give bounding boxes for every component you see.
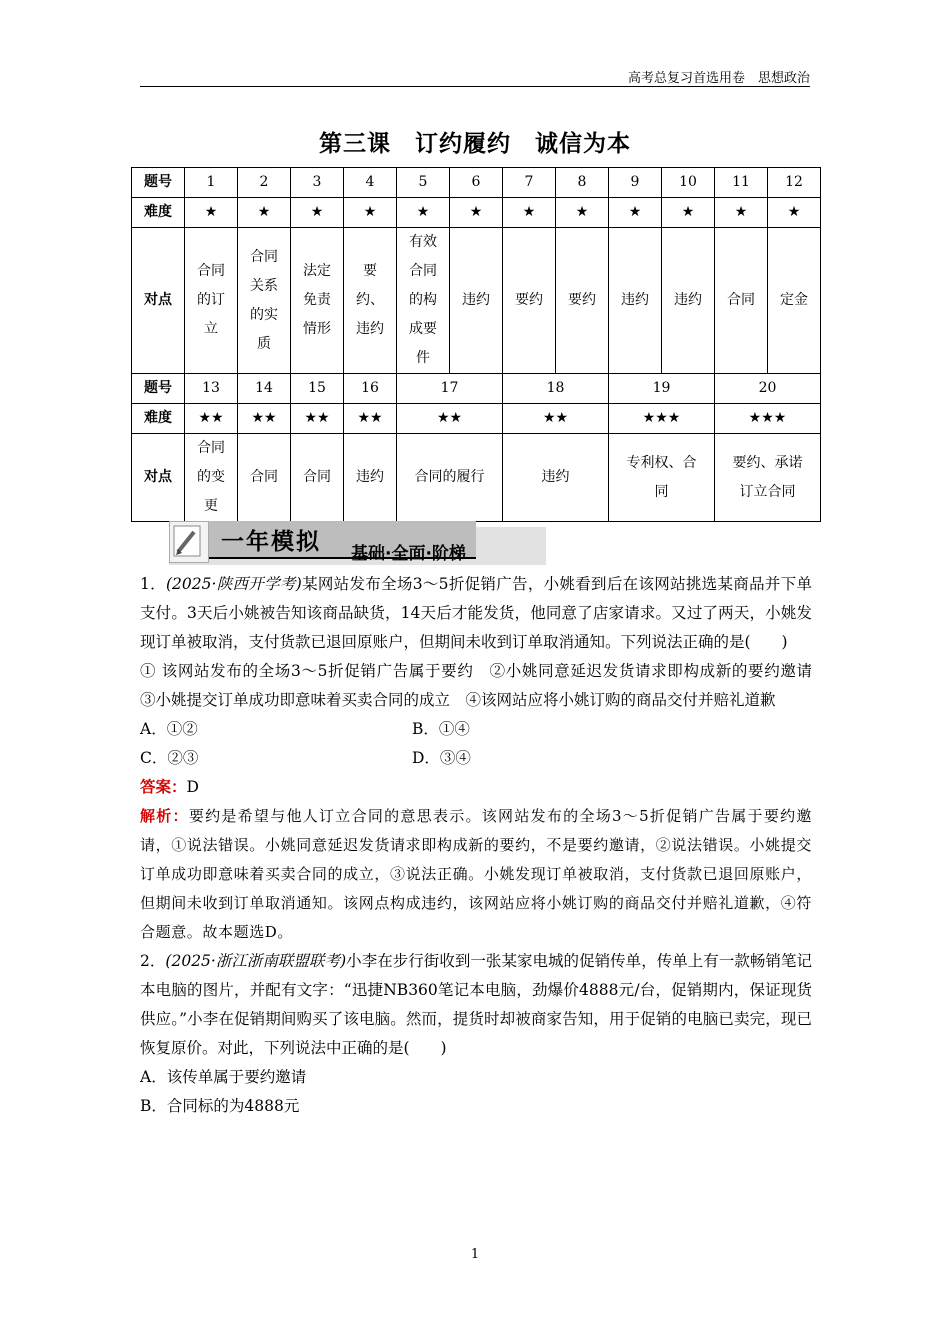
table-row-points-2 — [132, 434, 821, 522]
question-number: 10 — [662, 168, 715, 198]
difficulty-stars: ★ — [450, 198, 503, 228]
difficulty-stars: ★★ — [503, 404, 609, 434]
explanation — [140, 802, 812, 947]
row-label: 题号 — [132, 374, 185, 404]
question-number: 1 — [185, 168, 238, 198]
answer-line — [140, 773, 812, 802]
difficulty-stars: ★ — [291, 198, 344, 228]
pencil-icon — [169, 521, 209, 563]
question-text: 某网站发布全场3～5折促销广告，小姚看到后在该网站挑选某商品并下单支付。3天后小姚被告知该商品缺货，14天后才能发货，他同意了店家请求。又过了两天，小姚发现订单被取消，支付货款已退回原账户，但期间未收到订单取消通知。下列说法正确的是( ) — [140, 575, 812, 651]
table-row-points-1 — [132, 228, 821, 374]
option-c: C．②③ — [140, 749, 199, 767]
difficulty-stars: ★★ — [397, 404, 503, 434]
lesson-title: 第三课 订约履约 诚信为本 — [319, 131, 631, 157]
table-row-numbers-1 — [132, 168, 821, 198]
difficulty-stars: ★ — [768, 198, 821, 228]
question-number: 15 — [291, 374, 344, 404]
row-label: 题号 — [132, 168, 185, 198]
question-1-stem — [140, 570, 812, 657]
knowledge-point: 合同 — [291, 434, 344, 522]
question-number: 6 — [450, 168, 503, 198]
difficulty-stars: ★★ — [185, 404, 238, 434]
difficulty-stars: ★ — [238, 198, 291, 228]
question-number: 2 — [238, 168, 291, 198]
question-number: 2． — [140, 952, 166, 970]
options-row — [140, 715, 812, 744]
knowledge-point: 合同 关系 的实 质 — [238, 228, 291, 374]
question-number: 12 — [768, 168, 821, 198]
section-banner — [141, 521, 546, 565]
knowledge-point: 有效 合同 的构 成要 件 — [397, 228, 450, 374]
question-number: 7 — [503, 168, 556, 198]
option-b: B．合同标的为4888元 — [140, 1097, 300, 1115]
question-number: 8 — [556, 168, 609, 198]
knowledge-point: 违约 — [503, 434, 609, 522]
row-label: 难度 — [132, 198, 185, 228]
question-number: 11 — [715, 168, 768, 198]
page-number: 1 — [470, 1247, 480, 1262]
knowledge-point: 定金 — [768, 228, 821, 374]
knowledge-point: 合同 的订 立 — [185, 228, 238, 374]
knowledge-point: 违约 — [662, 228, 715, 374]
questions — [140, 570, 828, 1121]
knowledge-point: 要约、承诺 订立合同 — [715, 434, 821, 522]
question-1-statements: ① 该网站发布的全场3～5折促销广告属于要约 ②小姚同意延迟发货请求即构成新的要约邀请 ③小姚提交订单成功即意味着买卖合同的成立 ④该网站应将小姚订购的商品交付并赔礼道歉 — [140, 662, 828, 709]
difficulty-stars: ★★ — [291, 404, 344, 434]
explanation-label: 解析： — [140, 807, 189, 825]
difficulty-stars: ★ — [503, 198, 556, 228]
difficulty-stars: ★★★ — [715, 404, 821, 434]
option-a: A．①② — [140, 720, 198, 738]
row-label: 难度 — [132, 404, 185, 434]
question-number: 4 — [344, 168, 397, 198]
knowledge-point: 合同的履行 — [397, 434, 503, 522]
difficulty-stars: ★★★ — [609, 404, 715, 434]
knowledge-point: 违约 — [344, 434, 397, 522]
difficulty-stars: ★★ — [344, 404, 397, 434]
difficulty-stars: ★ — [609, 198, 662, 228]
question-number: 18 — [503, 374, 609, 404]
difficulty-stars: ★ — [344, 198, 397, 228]
option-a: A．该传单属于要约邀请 — [140, 1068, 307, 1086]
knowledge-point: 违约 — [450, 228, 503, 374]
knowledge-point: 合同 — [238, 434, 291, 522]
question-text: 小李在步行街收到一张某家电城的促销传单，传单上有一款畅销笔记本电脑的图片，并配有文字：“迅捷NB360笔记本电脑，劲爆价4888元/台，促销期内，保证现货供应。”小李在促销期间购买了该电脑。然而，提货时却被商家告知，用于促销的电脑已卖完，现已恢复原价。对此，下列说法中正确的是( ) — [140, 952, 812, 1057]
difficulty-stars: ★ — [185, 198, 238, 228]
question-number: 5 — [397, 168, 450, 198]
difficulty-stars: ★ — [662, 198, 715, 228]
question-number: 16 — [344, 374, 397, 404]
question-number: 9 — [609, 168, 662, 198]
banner-main-label: 一年模拟 — [221, 529, 321, 555]
difficulty-table — [131, 167, 821, 522]
answer-value: D — [186, 778, 199, 796]
knowledge-point: 要约 — [556, 228, 609, 374]
knowledge-point: 要约 — [503, 228, 556, 374]
question-source: (2025·陕西开学考) — [165, 575, 302, 593]
header-rule — [140, 86, 810, 87]
difficulty-stars: ★ — [397, 198, 450, 228]
question-number: 14 — [238, 374, 291, 404]
row-label: 对点 — [132, 228, 185, 374]
knowledge-point: 合同 — [715, 228, 768, 374]
table-row-difficulty-2 — [132, 404, 821, 434]
question-number: 20 — [715, 374, 821, 404]
explanation-text: 要约是希望与他人订立合同的意思表示。该网站发布的全场3～5折促销广告属于要约邀请，①说法错误。小姚同意延迟发货请求即构成新的要约，不是要约邀请，②说法错误。小姚提交订单成功即意味着买卖合同的成立，③说法正确。小姚发现订单被取消，支付货款已退回原账户，但期间未收到订单取消通知。该网点构成违约，该网站应将小姚订购的商品交付并赔礼道歉，④符合题意。故本题选D。 — [140, 807, 812, 941]
question-number: 3 — [291, 168, 344, 198]
difficulty-stars: ★ — [556, 198, 609, 228]
knowledge-point: 法定 免责 情形 — [291, 228, 344, 374]
options-row — [140, 744, 812, 773]
knowledge-point: 违约 — [609, 228, 662, 374]
question-number: 1． — [140, 575, 166, 593]
question-2-stem — [140, 947, 812, 1063]
knowledge-point: 合同 的变 更 — [185, 434, 238, 522]
table-row-numbers-2 — [132, 374, 821, 404]
question-number: 17 — [397, 374, 503, 404]
difficulty-stars: ★ — [715, 198, 768, 228]
question-source: (2025·浙江浙南联盟联考) — [165, 952, 347, 970]
question-number: 13 — [185, 374, 238, 404]
answer-label: 答案： — [140, 778, 187, 796]
row-label: 对点 — [132, 434, 185, 522]
option-b: B．①④ — [412, 720, 470, 738]
knowledge-point: 专利权、合 同 — [609, 434, 715, 522]
option-d: D．③④ — [412, 749, 471, 767]
question-number: 19 — [609, 374, 715, 404]
difficulty-stars: ★★ — [238, 404, 291, 434]
table-row-difficulty-1 — [132, 198, 821, 228]
knowledge-point: 要 约、 违约 — [344, 228, 397, 374]
banner-sub-label: 基础·全面·阶梯 — [351, 544, 466, 564]
running-header: 高考总复习首选用卷 思想政治 — [627, 71, 810, 86]
